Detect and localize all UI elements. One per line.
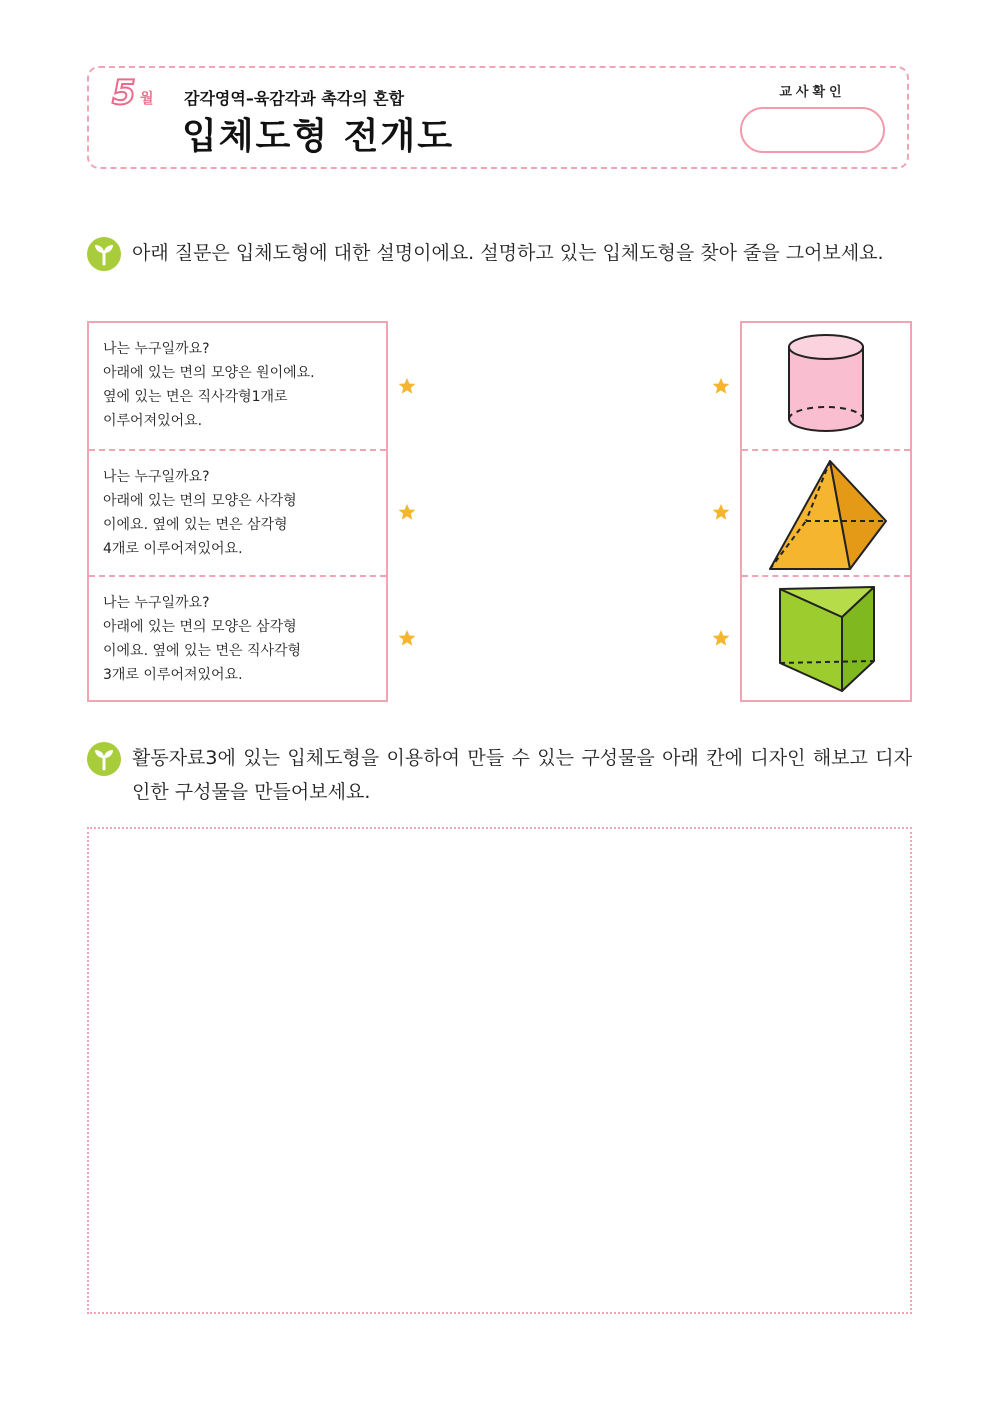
sprout-bullet-icon bbox=[86, 236, 122, 272]
question-cell-2 bbox=[89, 449, 386, 575]
star-connector-icon[interactable] bbox=[398, 377, 416, 395]
page-title: 입체도형 전개도 bbox=[182, 116, 454, 157]
triangular-prism-icon bbox=[742, 577, 910, 703]
question-cell-1 bbox=[89, 323, 386, 449]
teacher-confirm-field[interactable] bbox=[740, 107, 885, 153]
question-line: 나는 누구일까요? bbox=[103, 595, 210, 611]
question-line: 아래에 있는 면의 모양은 원이에요. bbox=[103, 365, 315, 381]
question-line: 옆에 있는 면은 직사각형1개로 bbox=[103, 389, 288, 405]
month-number: 5 bbox=[112, 73, 136, 113]
square-pyramid-icon bbox=[742, 451, 910, 577]
star-connector-icon[interactable] bbox=[398, 629, 416, 647]
star-connector-icon[interactable] bbox=[712, 377, 730, 395]
question-line: 나는 누구일까요? bbox=[103, 469, 210, 485]
question-line: 이에요. 옆에 있는 면은 직사각형 bbox=[103, 643, 302, 659]
instruction-1: 아래 질문은 입체도형에 대한 설명이에요. 설명하고 있는 입체도형을 찾아 줄을 그어보세요. bbox=[132, 242, 884, 264]
question-line: 3개로 이루어져있어요. bbox=[103, 667, 243, 683]
shape-cell-1 bbox=[742, 323, 910, 449]
question-line: 아래에 있는 면의 모양은 사각형 bbox=[103, 493, 297, 509]
shape-cell-2 bbox=[742, 449, 910, 575]
question-line: 아래에 있는 면의 모양은 삼각형 bbox=[103, 619, 297, 635]
star-connector-icon[interactable] bbox=[398, 503, 416, 521]
shape-panel bbox=[740, 321, 912, 702]
question-cell-3 bbox=[89, 575, 386, 701]
teacher-confirm-label: 교사확인 bbox=[779, 85, 846, 100]
month-unit: 월 bbox=[140, 91, 154, 107]
shape-cell-3 bbox=[742, 575, 910, 701]
question-panel bbox=[87, 321, 388, 702]
instruction-2: 활동자료3에 있는 입체도형을 이용하여 만들 수 있는 구성물을 아래 칸에 디자인 해보고 디자인한 구성물을 만들어보세요. bbox=[132, 747, 912, 803]
subtitle: 감각영역–육감각과 촉각의 혼합 bbox=[184, 89, 405, 108]
question-line: 나는 누구일까요? bbox=[103, 341, 210, 357]
star-connector-icon[interactable] bbox=[712, 503, 730, 521]
cylinder-icon bbox=[742, 323, 910, 449]
question-line: 이에요. 옆에 있는 면은 삼각형 bbox=[103, 517, 288, 533]
question-line: 이루어져있어요. bbox=[103, 413, 203, 429]
sprout-bullet-icon bbox=[86, 741, 122, 777]
design-drawing-area[interactable] bbox=[87, 827, 912, 1314]
question-line: 4개로 이루어져있어요. bbox=[103, 541, 243, 557]
star-connector-icon[interactable] bbox=[712, 629, 730, 647]
